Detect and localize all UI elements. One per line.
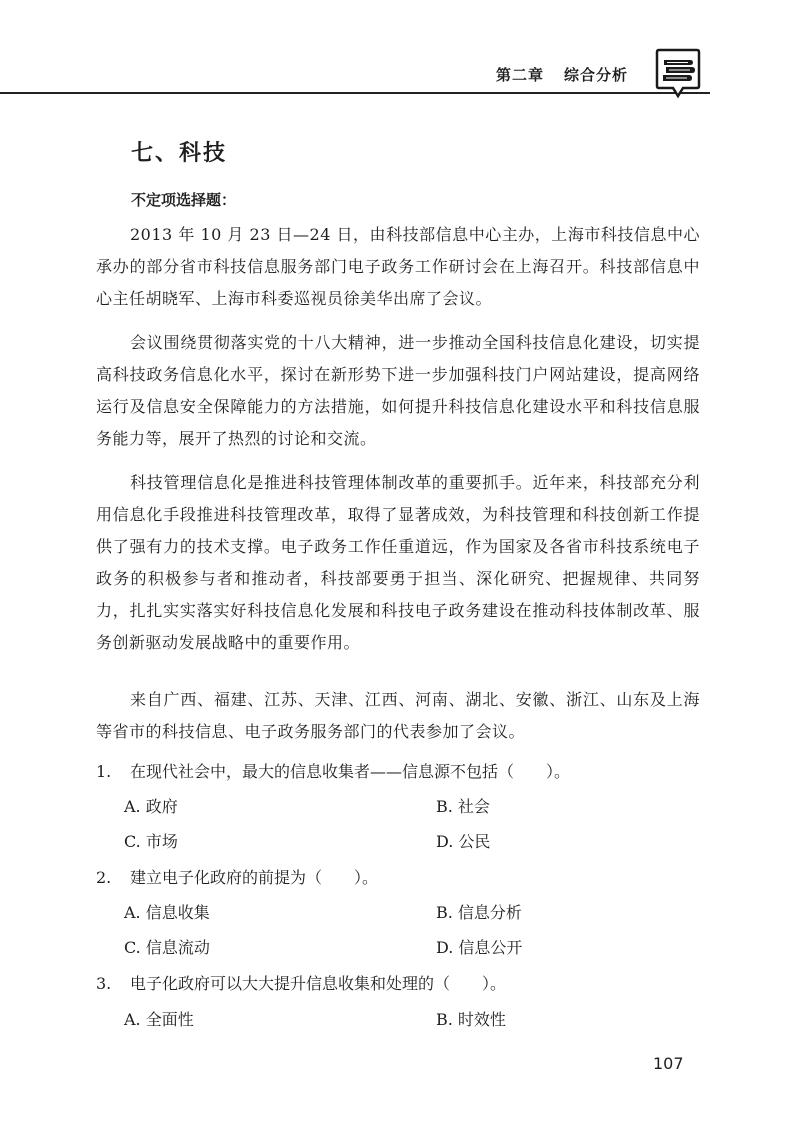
question-text: 建立电子化政府的前提为（ ）。 [130, 868, 379, 887]
question-number: 3. [96, 974, 112, 993]
paragraph-1: 2013 年 10 月 23 日—24 日，由科技部信息中心主办，上海市科技信息中心承办的部分省市科技信息服务部门电子政务工作研讨会在上海召开。科技部信息中心主任胡晓军、上海市科委巡视员徐美华出席了会议。 [96, 225, 700, 308]
option-a: A. 全面性 [124, 1010, 194, 1029]
question-number: 2. [96, 868, 112, 887]
option-c: C. 信息流动 [124, 938, 210, 957]
paragraph-4: 来自广西、福建、江苏、天津、江西、河南、湖北、安徽、浙江、山东及上海等省市的科技信息、电子政务服务部门的代表参加了会议。 [96, 690, 700, 741]
book-stack-icon [655, 46, 701, 100]
option-d: D. 公民 [436, 832, 491, 851]
question-3 [96, 968, 706, 1000]
question-text: 在现代社会中，最大的信息收集者——信息源不包括（ ）。 [130, 762, 571, 781]
option-b: B. 信息分析 [436, 903, 522, 922]
chapter-title: 综合分析 [564, 66, 629, 84]
paragraph-3: 科技管理信息化是推进科技管理体制改革的重要抓手。近年来，科技部充分利用信息化手段推进科技管理改革，取得了显著成效，为科技管理和科技创新工作提供了强有力的技术支撑。电子政务工作任重道远，作为国家及各省市科技系统电子政务的积极参与者和推动者，科技部要勇于担当、深化研究、把握规律、共同努力，扎扎实实落实好科技信息化发展和科技电子政务建设在推动科技体制改革、服务创新驱动发展战略中的重要作用。 [96, 473, 700, 652]
chapter-label: 第二章 [496, 66, 545, 84]
option-a: A. 政府 [124, 797, 178, 816]
option-c: C. 市场 [124, 832, 178, 851]
question-2 [96, 862, 706, 894]
question-number: 1. [96, 762, 112, 781]
question-text: 电子化政府可以大大提升信息收集和处理的（ ）。 [130, 974, 507, 993]
header-rule [0, 92, 710, 94]
question-1 [96, 756, 706, 788]
option-b: B. 时效性 [436, 1010, 506, 1029]
question-type-heading: 不定项选择题： [131, 191, 237, 209]
option-d: D. 信息公开 [436, 938, 523, 957]
paragraph-2: 会议围绕贯彻落实党的十八大精神，进一步推动全国科技信息化建设，切实提高科技政务信息化水平，探讨在新形势下进一步加强科技门户网站建设，提高网络运行及信息安全保障能力的方法措施，如何提升科技信息化建设水平和科技信息服务能力等，展开了热烈的讨论和交流。 [96, 333, 700, 448]
section-title: 七、科技 [131, 141, 228, 166]
option-a: A. 信息收集 [124, 903, 210, 922]
option-b: B. 社会 [436, 797, 490, 816]
running-header [496, 64, 628, 85]
page-number: 107 [653, 1054, 684, 1073]
